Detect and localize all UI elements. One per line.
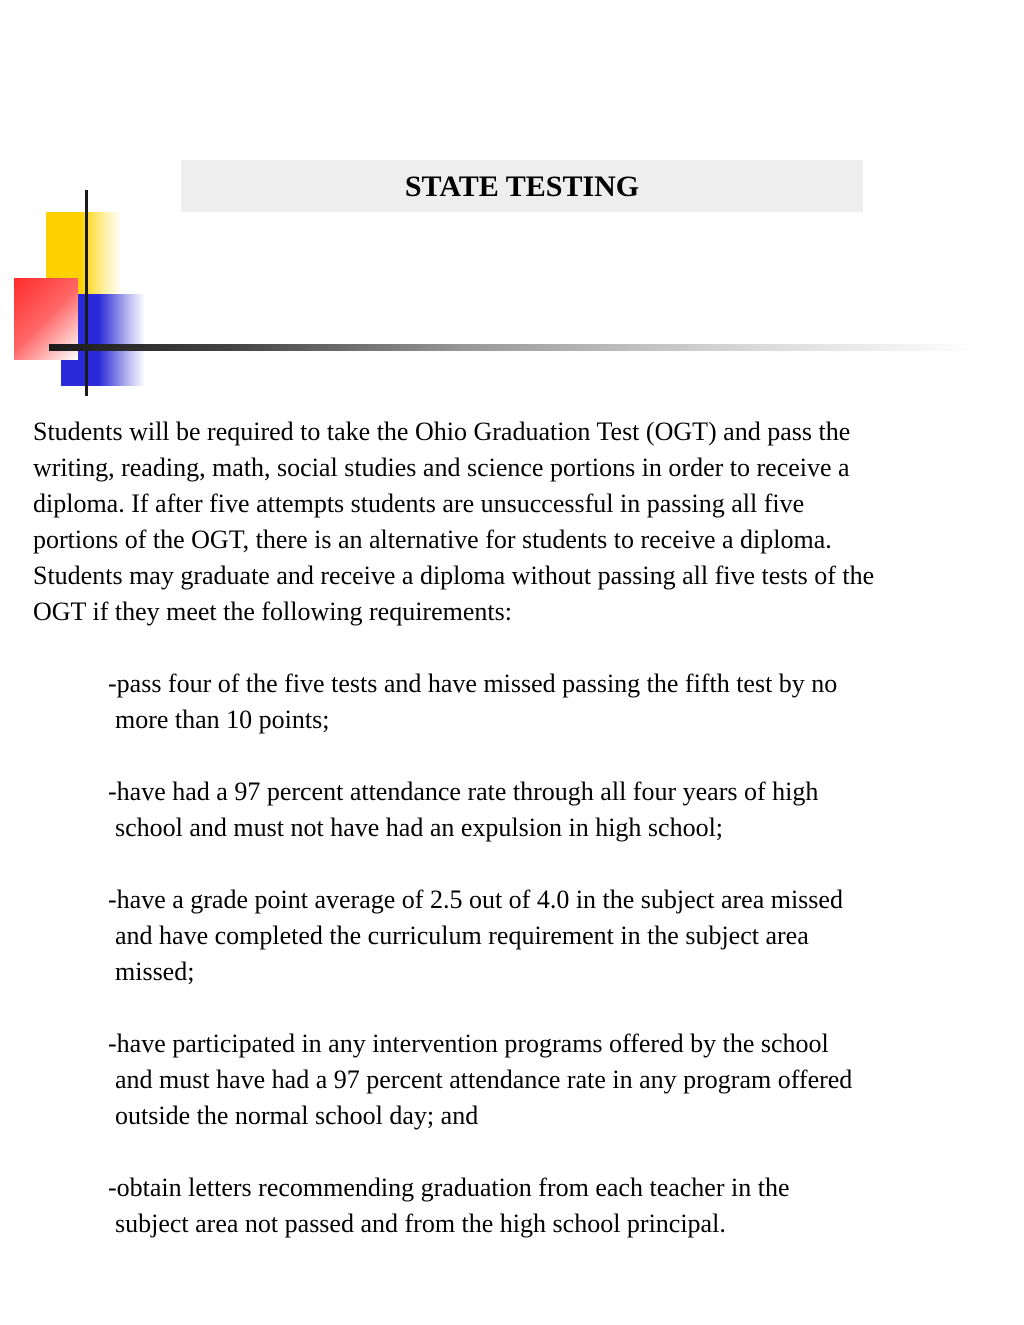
document-body xyxy=(33,414,1023,1242)
intro-line: OGT if they meet the following requirements: xyxy=(33,597,512,626)
requirement-line: -obtain letters recommending graduation from each teacher in the xyxy=(108,1173,790,1202)
requirement-line: -have participated in any intervention programs offered by the school xyxy=(108,1029,829,1058)
intro-line: diploma. If after five attempts students are unsuccessful in passing all five xyxy=(33,489,805,518)
page-title: STATE TESTING xyxy=(404,170,640,203)
intro-line: writing, reading, math, social studies and science portions in order to receive a xyxy=(33,453,850,482)
requirement-line: and have completed the curriculum requirement in the subject area xyxy=(115,921,809,950)
requirement-line: -have a grade point average of 2.5 out of 4.0 in the subject area missed xyxy=(108,885,843,914)
requirement-line: -have had a 97 percent attendance rate through all four years of high xyxy=(108,777,819,806)
intro-line: portions of the OGT, there is an alternative for students to receive a diploma. xyxy=(33,525,832,554)
requirement-line: subject area not passed and from the high school principal. xyxy=(115,1209,726,1238)
intro-line: Students may graduate and receive a diploma without passing all five tests of the xyxy=(33,561,875,590)
title-band xyxy=(181,160,863,212)
requirement-line: missed; xyxy=(115,957,195,986)
intro-line: Students will be required to take the Ohio Graduation Test (OGT) and pass the xyxy=(33,417,851,446)
requirement-line: outside the normal school day; and xyxy=(115,1101,479,1130)
requirement-line: more than 10 points; xyxy=(115,705,330,734)
decor-vertical-line xyxy=(85,190,88,396)
requirement-line: school and must not have had an expulsion in high school; xyxy=(115,813,724,842)
decor-horizontal-rule xyxy=(49,344,979,351)
requirement-line: -pass four of the five tests and have missed passing the fifth test by no xyxy=(108,669,838,698)
requirement-line: and must have had a 97 percent attendance rate in any program offered xyxy=(115,1065,853,1094)
